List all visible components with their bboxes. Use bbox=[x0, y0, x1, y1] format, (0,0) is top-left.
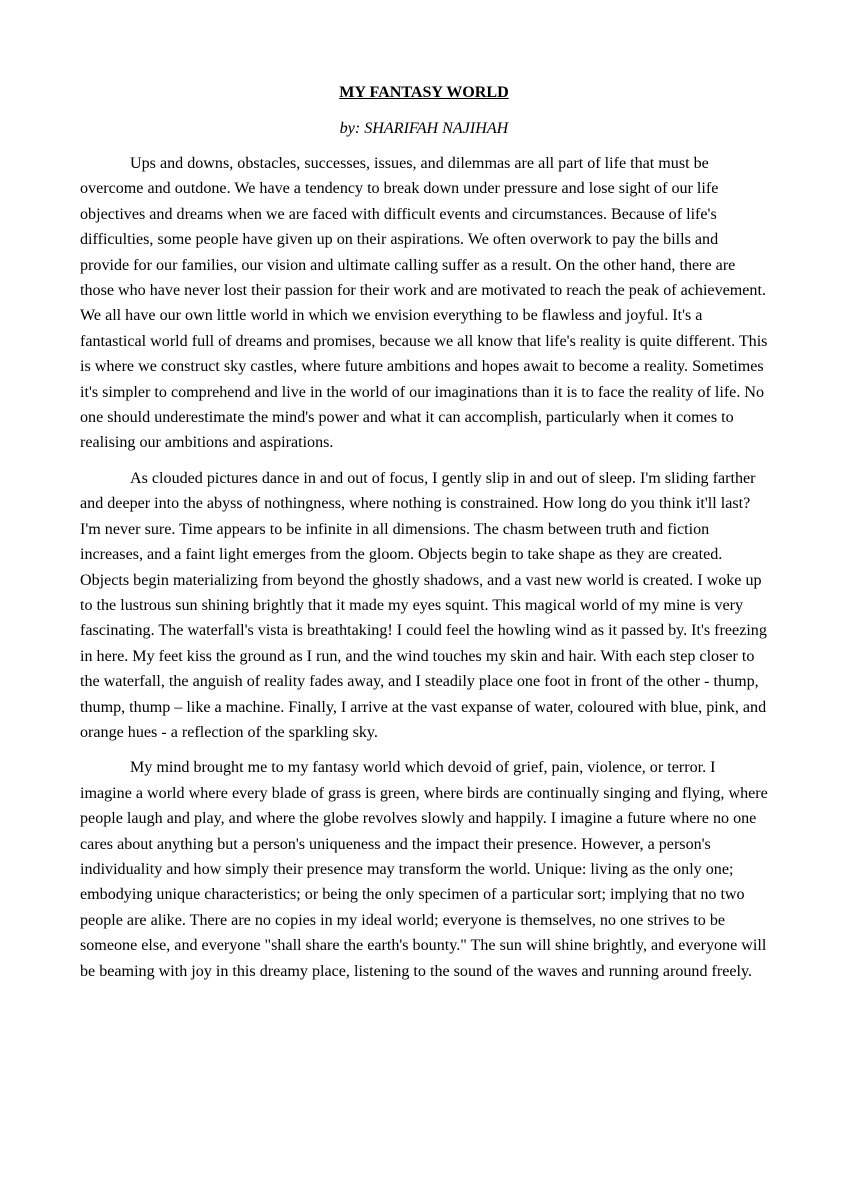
document-author: by: SHARIFAH NAJIHAH bbox=[339, 120, 509, 137]
paragraph-3: My mind brought me to my fantasy world which devoid of grief, pain, violence, or terror. I imagine a world where every blade of grass is green, where birds are continually singing and flying, where people laugh and play, and where the globe revolves slowly and happily. I imagine a future where no one cares about anything but a person's uniqueness and the impact their presence. However, a person's individuality and how simply their presence may transform the world. Unique: living as the only one; embodying unique characteristics; or being the only specimen of a particular sort; implying that no two people are alike. There are no copies in my ideal world; everyone is themselves, no one strives to be someone else, and everyone "shall share the earth's bounty." The sun will shine brightly, and everyone will be beaming with joy in this dreamy place, listening to the sound of the waves and running around freely. bbox=[80, 759, 768, 980]
paragraph-2: As clouded pictures dance in and out of focus, I gently slip in and out of sleep. I'm sliding farther and deeper into the abyss of nothingness, where nothing is constrained. How long do you think it'll last? I'm never sure. Time appears to be infinite in all dimensions. The chasm between truth and fiction increases, and a faint light emerges from the gloom. Objects begin to take shape as they are created. Objects begin materializing from beyond the ghostly shadows, and a vast new world is created. I woke up to the lustrous sun shining brightly that it made my eyes squint. This magical world of my mine is very fascinating. The waterfall's vista is breathtaking! I could feel the howling wind as it passed by. It's freezing in here. My feet kiss the ground as I run, and the wind touches my skin and hair. With each step closer to the waterfall, the anguish of reality fades away, and I steadily place one foot in front of the other - thump, thump, thump – like a machine. Finally, I arrive at the vast expanse of water, coloured with blue, pink, and orange hues - a reflection of the sparkling sky. bbox=[80, 469, 767, 741]
document-page bbox=[80, 80, 768, 984]
document-title: MY FANTASY WORLD bbox=[339, 84, 509, 101]
paragraph-1: Ups and downs, obstacles, successes, issues, and dilemmas are all part of life that must be overcome and outdone. We have a tendency to break down under pressure and lose sight of our life objectives and dreams when we are faced with difficult events and circumstances. Because of life's difficulties, some people have given up on their aspirations. We often overwork to pay the bills and provide for our families, our vision and ultimate calling suffer as a result. On the other hand, there are those who have never lost their passion for their work and are motivated to reach the peak of achievement. We all have our own little world in which we envision everything to be flawless and joyful. It's a fantastical world full of dreams and promises, because we all know that life's reality is quite different. This is where we construct sky castles, where future ambitions and hopes await to become a reality. Sometimes it's simpler to comprehend and live in the world of our imaginations than it is to face the reality of life. No one should underestimate the mind's power and what it can accomplish, particularly when it comes to realising our ambitions and aspirations. bbox=[80, 155, 768, 452]
